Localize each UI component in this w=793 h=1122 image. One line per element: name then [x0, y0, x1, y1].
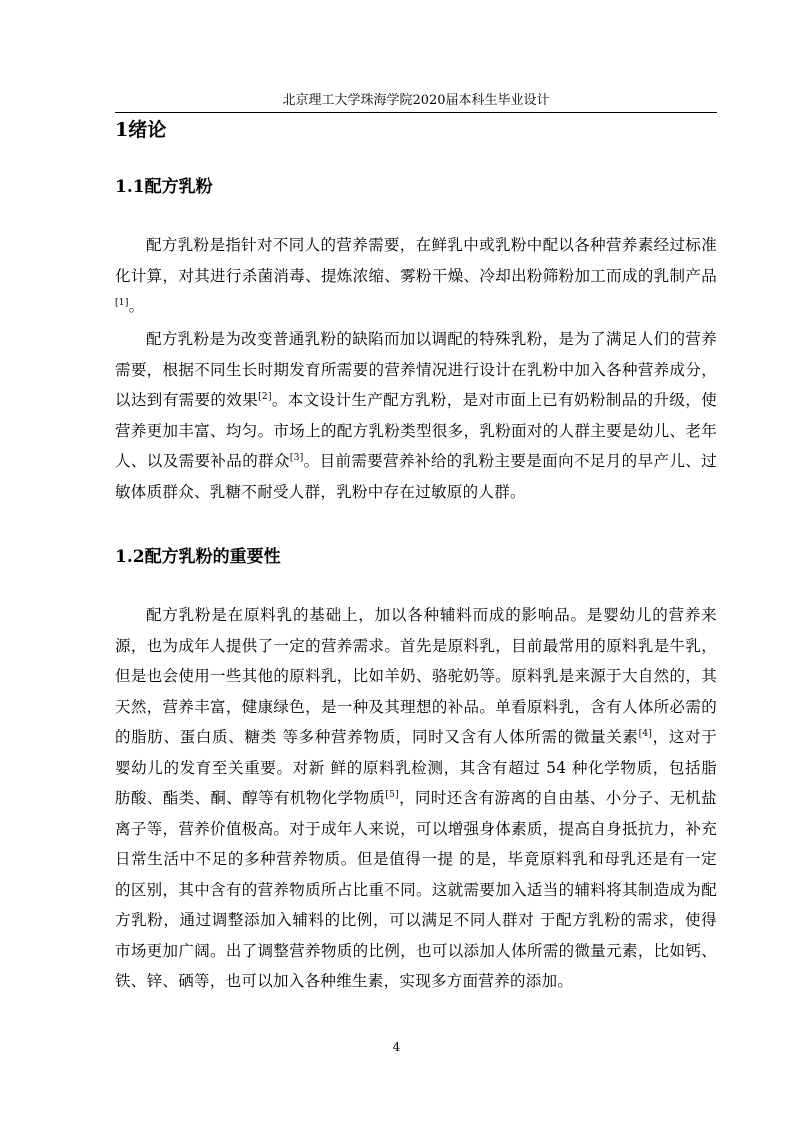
chapter-title: 1绪论	[115, 119, 167, 141]
citation-ref: [4]	[638, 728, 653, 739]
citation-ref: [2]	[258, 391, 272, 402]
section-title-1-1: 1.1配方乳粉	[115, 177, 213, 197]
page-number: 4	[392, 1040, 401, 1054]
paragraph-text: 。本文设计生产配方乳粉，是对市面上已有奶粉制品的升级，使营养更加丰富、均匀。市场上的配方乳粉类型很多，乳粉面对的人群主要是幼儿、老年人、以及需要补品的群众	[115, 391, 717, 470]
citation-ref: [5]	[385, 789, 399, 800]
citation-ref: [3]	[289, 452, 304, 463]
section-title-1-2: 1.2配方乳粉的重要性	[115, 547, 281, 567]
citation-ref: [1]	[115, 297, 129, 308]
paragraph-text: 配方乳粉是为改变普通乳粉的缺陷而加以调配的特殊乳粉，是为了满足人们的营养需要，根据不同生长时期发育所需要的营养情况进行设计在乳粉中加入各种营养成分，以达到有需要的效果	[115, 330, 717, 409]
paragraph-1-1-b	[115, 324, 717, 507]
paragraph-text: 配方乳粉是指针对不同人的营养需要，在鲜乳中或乳粉中配以各种营养素经过标准化计算，对其进行杀菌消毒、提炼浓缩、雾粉干燥、冷却出粉筛粉加工而成的乳制产品	[115, 236, 717, 285]
paragraph-text: 。	[128, 297, 145, 315]
page-header: 北京理工大学珠海学院2020届本科生毕业设计	[115, 93, 717, 113]
paragraph-1-1-a	[115, 230, 717, 322]
paragraph-text: 。目前需要营养补给的乳粉主要是面向不足月的早产儿、过敏体质群众、乳糖不耐受人群，乳粉中存在过敏原的人群。	[115, 452, 717, 501]
paragraph-text: 配方乳粉是在原料乳的基础上，加以各种辅料而成的影响品。是婴幼儿的营养来源，也为成年人提供了一定的营养需求。首先是原料乳，目前最常用的原料乳是牛乳，但是也会使用一些其他的原料乳，比如羊奶、骆驼奶等。原料乳是来源于大自然的，其天然，营养丰富，健康绿色，是一种及其理想的补品。单看原料乳，含有人体所必需的的脂肪、蛋白质、糖类 等多种营养物质，同时又含有人体所需的微量关素	[115, 606, 717, 746]
paragraph-text: ，同时还含有游离的自由基、小分子、无机盐离子等，营养价值极高。对于成年人来说，可以增强身体素质，提高自身抵抗力，补充日常生活中不足的多种营养物质。但是值得一提 的是，毕竟原料乳和母乳还是有一定的区别，其中含有的营养物质所占比重不同。这就需要加入适当的辅料将其制造成为配方乳粉，通过调整添加入辅料的比例，可以满足不同人群对 于配方乳粉的需求，使得市场更加广阔。出了调整营养物质的比例，也可以添加人体所需的微量元素，比如钙、铁、锌、硒等，也可以加入各种维生素，实现多方面营养的添加。	[115, 789, 717, 990]
paragraph-1-2-a	[115, 600, 717, 997]
paragraph-text: ，这对于婴幼儿的发育至关重要。对新 鲜的原料乳检测，其含有超过 54 种化学物质，包括脂肪酸、酯类、酮、醇等有机物化学物质	[115, 728, 717, 807]
